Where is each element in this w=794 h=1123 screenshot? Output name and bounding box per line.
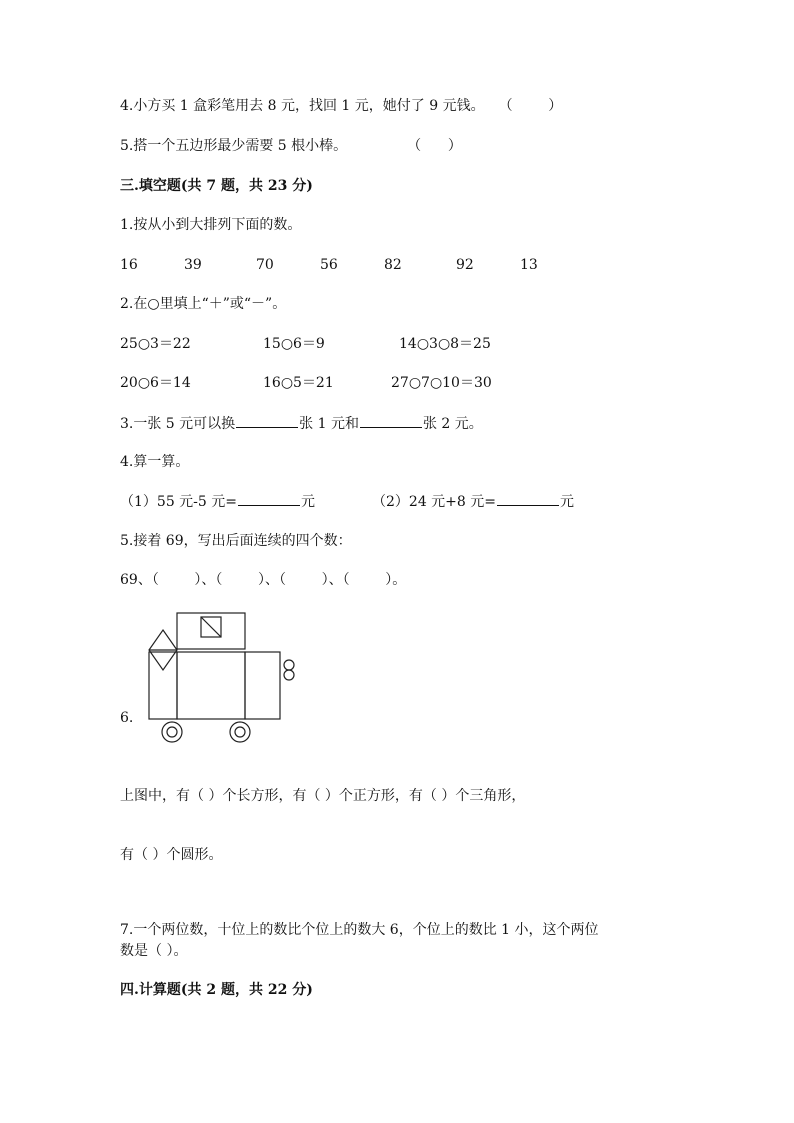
equation-item[interactable]: 25○3＝22 [120,336,191,352]
fill-2-row-2 [120,373,620,393]
number-item: 82 [384,257,402,273]
small-circle-top [284,660,294,670]
section-4-heading: 四.计算题(共 2 题，共 22 分) [120,982,313,998]
question-4-answer-paren[interactable]: （ ） [498,98,563,114]
right-rectangle [245,652,280,719]
question-4 [120,96,562,116]
fill-4-item-2 [372,491,574,512]
equation-item[interactable]: 15○6＝9 [263,336,325,352]
number-item: 70 [256,257,274,273]
number-item: 13 [520,257,538,273]
question-4-text: 4.小方买 1 盒彩笔用去 8 元，找回 1 元，她付了 9 元钱。 [120,98,485,114]
wheel-left-inner [167,727,177,737]
fill-1-numbers [120,255,620,275]
equation-item[interactable]: 16○5＝21 [263,375,334,391]
fill-3-blank-2[interactable] [360,413,422,428]
fill-6-number: 6. [120,710,134,726]
fill-3-part-1: 3.一张 5 元可以换 [120,416,236,432]
fill-5-text: 5.接着 69，写出后面连续的四个数： [120,533,352,549]
vehicle-shapes-figure [140,605,315,745]
number-item: 56 [320,257,338,273]
fill-3-part-2: 张 1 元和 [299,416,359,432]
equation-item[interactable]: 14○3○8＝25 [399,336,491,352]
square-diagonal [201,617,221,637]
equation-item[interactable]: 20○6＝14 [120,375,191,391]
fill-4-item-1-expr: （1）55 元-5 元= [120,494,237,510]
fill-2-row-1 [120,334,620,354]
equation-item[interactable]: 27○7○10＝30 [391,375,492,391]
fill-2-text: 2.在○里填上“＋”或“－”。 [120,296,287,312]
question-5-answer-paren[interactable]: （ ） [407,138,462,154]
left-rectangle [149,652,177,719]
wheel-right-outer [230,722,250,742]
wheel-left-outer [162,722,182,742]
fill-4-item-2-expr: （2）24 元+8 元= [372,494,496,510]
fill-7-line-1: 7.一个两位数，十位上的数比个位上的数大 6，个位上的数比 1 小，这个两位 [120,922,599,938]
wheel-right-inner [235,727,245,737]
fill-7-line-2: 数是（ ）。 [120,943,188,959]
section-3-heading: 三.填空题(共 7 题，共 23 分) [120,178,313,194]
fill-4-item-2-unit: 元 [560,494,574,510]
body-square [177,652,245,719]
number-item: 92 [456,257,474,273]
fill-5-answer-text[interactable]: 69、（ ）、（ ）、（ ）、（ ）。 [120,572,407,588]
fill-3-blank-1[interactable] [236,413,298,428]
fill-1-text: 1.按从小到大排列下面的数。 [120,217,302,233]
fill-4-blank-1[interactable] [238,491,300,506]
number-item: 39 [184,257,202,273]
fill-4-text: 4.算一算。 [120,454,190,470]
question-5 [120,136,462,156]
question-5-text: 5.搭一个五边形最少需要 5 根小棒。 [120,138,348,154]
fill-4-item-1 [120,491,315,512]
fill-4-items [120,491,620,511]
fill-6-line-2: 有（ ）个圆形。 [120,847,223,863]
top-rectangle [177,613,245,649]
fill-6-line-1: 上图中，有（ ）个长方形，有（ ）个正方形，有（ ）个三角形， [120,788,526,804]
fill-4-item-1-unit: 元 [301,494,315,510]
fill-5-answer-line[interactable] [120,570,406,590]
number-item: 16 [120,257,138,273]
fill-3 [120,413,483,434]
small-circle-bottom [284,670,294,680]
fill-3-part-3: 张 2 元。 [422,416,483,432]
fill-4-blank-2[interactable] [497,491,559,506]
